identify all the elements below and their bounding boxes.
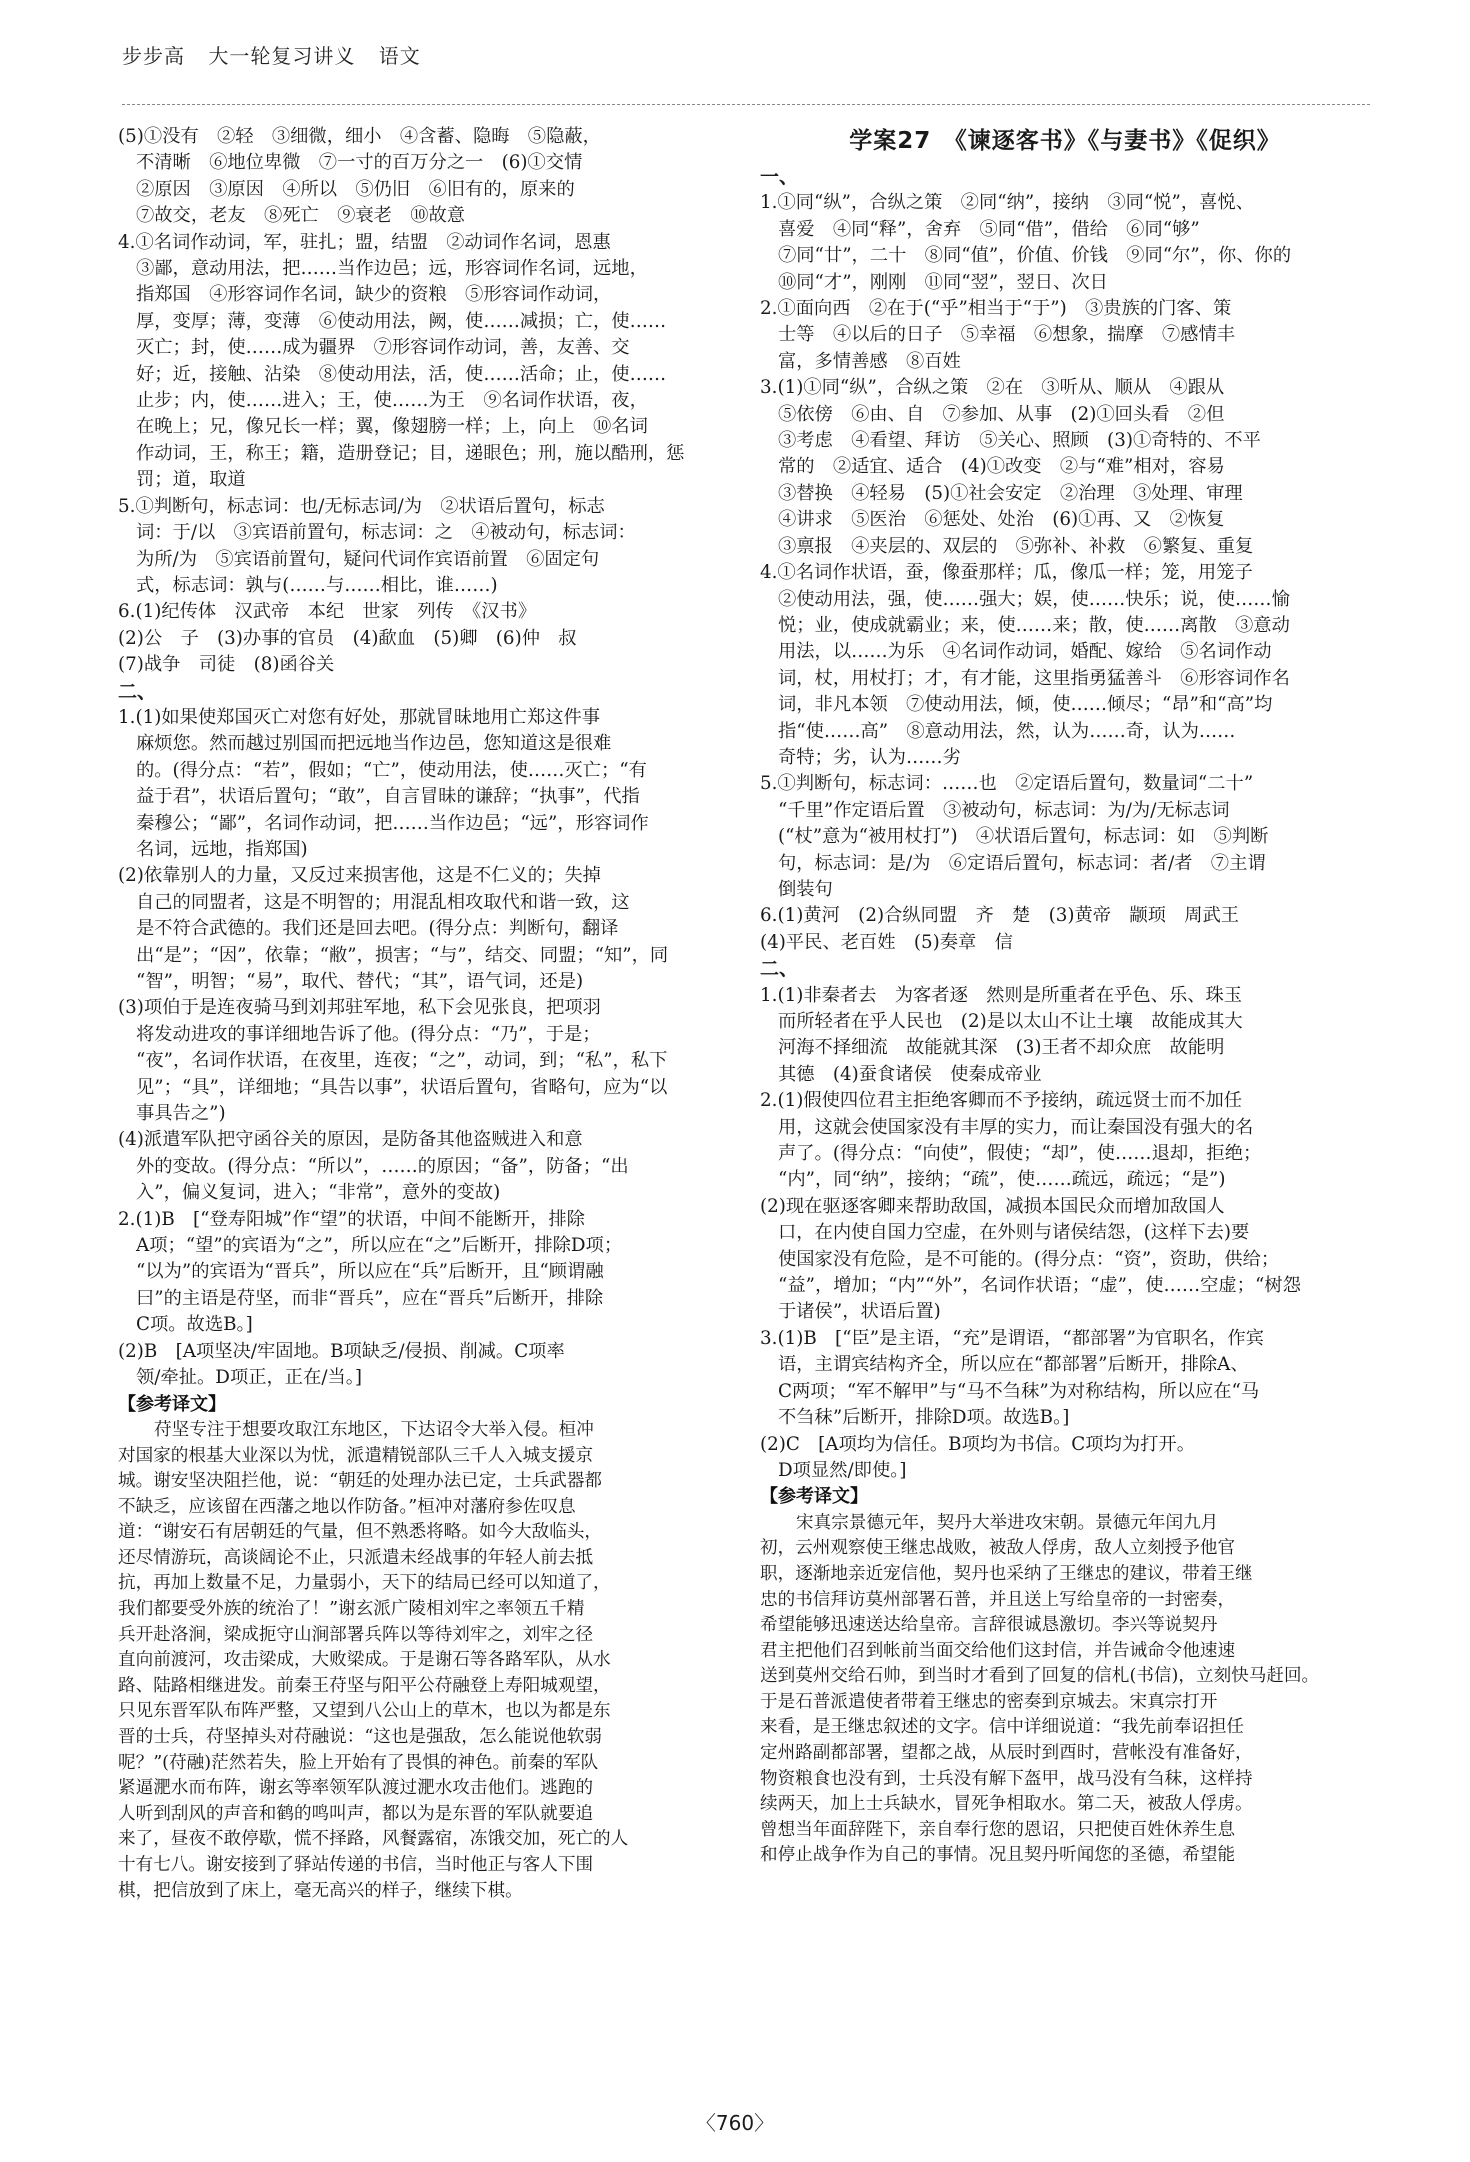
text-line: 抗，再加上数量不足，力量弱小，天下的结局已经可以知道了， bbox=[118, 1573, 611, 1594]
left-column bbox=[118, 124, 728, 2044]
text-line: “智”，明智；“易”，取代、替代；“其”，语气词，还是) bbox=[136, 971, 584, 992]
text-line: 2.①面向西 ②在于(“乎”相当于“于”) ③贵族的门客、策 bbox=[760, 298, 1232, 320]
text-line: 只见东晋军队布阵严整，又望到八公山上的草木，也以为都是东 bbox=[118, 1701, 611, 1722]
lesson-title: 学案27 《谏逐客书》《与妻书》《促织》 bbox=[849, 128, 1281, 154]
text-line: 不清晰 ⑥地位卑微 ⑦一寸的百万分之一 (6)①交情 bbox=[136, 152, 583, 174]
subject-name: 语文 bbox=[378, 44, 421, 68]
text-line: 和停止战争作为自己的事情。况且契丹听闻您的圣德，希望能 bbox=[760, 1845, 1236, 1866]
text-line: 定州路副都部署，望都之战，从辰时到酉时，营帐没有准备好， bbox=[760, 1743, 1253, 1764]
header-divider bbox=[122, 104, 1370, 105]
text-line: “内”，同“纳”，接纳；“疏”，使……疏远，疏远；“是”) bbox=[778, 1169, 1226, 1191]
text-line: 悦；业，使成就霸业；来，使……来；散，使……离散 ③意动 bbox=[778, 614, 1290, 636]
text-line: 我们都要受外族的统治了！”谢玄派广陵相刘牢之率领五千精 bbox=[118, 1599, 585, 1620]
text-line: 常的 ②适宜、适合 (4)①改变 ②与“难”相对，容易 bbox=[778, 456, 1225, 478]
text-line: 词，杖，用杖打；才，有才能，这里指勇猛善斗 ⑥形容词作名 bbox=[778, 667, 1290, 689]
book-name: 大一轮复习讲义 bbox=[208, 44, 356, 68]
text-line: 6.(1)纪传体 汉武帝 本纪 世家 列传 《汉书》 bbox=[118, 601, 537, 623]
left-section2-marker: 二、 bbox=[118, 680, 157, 703]
text-line: 自己的同盟者，这是不明智的；用混乱相攻取代和谐一致，这 bbox=[136, 891, 630, 913]
text-line: 是不符合武德的。我们还是回去吧。(得分点：判断句，翻译 bbox=[136, 918, 619, 940]
text-line: (2)现在驱逐客卿来帮助敌国，减损本国民众而增加敌国人 bbox=[760, 1195, 1225, 1217]
series-name: 步步高 bbox=[122, 44, 185, 68]
text-line: 希望能够迅速送达给皇帝。言辞很诚恳激切。李兴等说契丹 bbox=[760, 1615, 1218, 1636]
right-section2-marker: 二、 bbox=[760, 958, 799, 981]
text-line: 1.(1)非秦者去 为客者逐 然则是所重者在乎色、乐、珠玉 bbox=[760, 984, 1243, 1006]
text-line: 5.①判断句，标志词：也/无标志词/为 ②状语后置句，标志 bbox=[118, 495, 605, 517]
page-number: 〈760〉 bbox=[695, 2111, 775, 2135]
text-line: ③鄙，意动用法，把……当作边邑；远，形容词作名词，远地， bbox=[136, 258, 648, 280]
left-part1 bbox=[118, 124, 728, 679]
text-line: (2)依靠别人的力量，又反过来损害他，这是不仁义的；失掉 bbox=[118, 865, 601, 887]
text-line: 2.(1)假使四位君主拒绝客卿而不予接纳，疏远贤士而不加任 bbox=[760, 1090, 1243, 1112]
left-translation bbox=[118, 1418, 728, 1904]
text-line: 益于君”，状语后置句；“敢”，自言冒昧的谦辞；“执事”，代指 bbox=[136, 786, 640, 808]
text-line: 送到莫州交给石帅，到当时才看到了回复的信札(书信)，立刻快马赶回。 bbox=[760, 1666, 1320, 1687]
left-reference-label: 【参考译文】 bbox=[118, 1393, 226, 1415]
text-line: 将发动进攻的事详细地告诉了他。(得分点：“乃”，于是； bbox=[136, 1023, 601, 1045]
text-line: 物资粮食也没有到，士兵没有解下盔甲，战马没有刍秣，这样持 bbox=[760, 1768, 1253, 1789]
text-line: 1.(1)如果使郑国灭亡对您有好处，那就冒昧地用亡郑这件事 bbox=[118, 706, 601, 728]
text-line: 6.(1)黄河 (2)合纵同盟 齐 楚 (3)黄帝 颛顼 周武王 bbox=[760, 905, 1240, 927]
text-line: 用法，以……为乐 ④名词作动词，婚配、嫁给 ⑤名词作动 bbox=[778, 641, 1272, 663]
right-reference-label: 【参考译文】 bbox=[760, 1486, 868, 1508]
text-line: 指“使……高” ⑧意动用法，然，认为……奇，认为…… bbox=[778, 720, 1236, 742]
text-line: 来了，昼夜不敢停歇，慌不择路，风餐露宿，冻饿交加，死亡的人 bbox=[118, 1829, 629, 1850]
text-line: 4.①名词作动词，军，驻扎；盟，结盟 ②动词作名词，恩惠 bbox=[118, 231, 611, 253]
text-line: 声了。(得分点：“向使”，假使；“却”，使……退却，拒绝； bbox=[778, 1143, 1262, 1165]
text-line: 直向前渡河，攻击梁成，大败梁成。于是谢石等各路军队，从水 bbox=[118, 1650, 611, 1671]
text-line: 呢？”(苻融)茫然若失，脸上开始有了畏惧的神色。前秦的军队 bbox=[118, 1752, 599, 1773]
text-line: 十有七八。谢安接到了驿站传递的书信，当时他正与客人下围 bbox=[118, 1855, 594, 1875]
text-line: 指郑国 ④形容词作名词，缺少的资粮 ⑤形容词作动词， bbox=[136, 284, 612, 306]
text-line: 续两天，加上士兵缺水，冒死争相取水。第二天，被敌人俘虏。 bbox=[760, 1794, 1253, 1815]
text-line: 不刍秣”后断开，排除D项。故选B。] bbox=[778, 1407, 1070, 1429]
text-line: (3)项伯于是连夜骑马到刘邦驻军地，私下会见张良，把项羽 bbox=[118, 997, 601, 1019]
text-line: 君主把他们召到帐前当面交给他们这封信，并告诫命令他速速 bbox=[760, 1640, 1236, 1661]
text-line: 3.(1)①同“纵”，合纵之策 ②在 ③听从、顺从 ④跟从 bbox=[760, 377, 1225, 399]
text-line: (4)平民、老百姓 (5)奏章 信 bbox=[760, 931, 1013, 953]
text-line: ③考虑 ④看望、拜访 ⑤关心、照顾 (3)①奇特的、不平 bbox=[778, 430, 1261, 452]
running-header bbox=[122, 40, 437, 69]
text-line: 秦穆公；“鄙”，名词作动词，把……当作边邑；“远”，形容词作 bbox=[136, 812, 649, 834]
text-line: 领/牵扯。D项正，正在/当。] bbox=[136, 1367, 363, 1389]
text-line: 外的变故。(得分点：“所以”，……的原因；“备”，防备；“出 bbox=[136, 1155, 629, 1177]
text-line: 止步；内，使……进入；王，使……为王 ⑨名词作状语，夜， bbox=[136, 390, 648, 412]
text-line: (2)C [A项均为信任。B项均为书信。C项均为打开。 bbox=[760, 1433, 1195, 1455]
text-line: 兵开赴洛涧，梁成扼守山涧部署兵阵以等待刘牢之，刘牢之径 bbox=[118, 1624, 594, 1645]
right-part1 bbox=[760, 190, 1370, 956]
text-line: 来看，是王继忠叙述的文字。信中详细说道：“我先前奉诏担任 bbox=[760, 1717, 1245, 1738]
text-line: 3.(1)B [“臣”是主语，“充”是谓语，“都部署”为官职名，作宾 bbox=[760, 1327, 1264, 1349]
text-line: (5)①没有 ②轻 ③细微，细小 ④含蓄、隐晦 ⑤隐蔽， bbox=[118, 126, 601, 147]
text-line: 5.①判断句，标志词：……也 ②定语后置句，数量词“二十” bbox=[760, 773, 1254, 795]
text-line: 曾想当年面辞陛下，亲自奉行您的恩诏，只把使百姓休养生息 bbox=[760, 1819, 1236, 1840]
text-line: 灭亡；封，使……成为疆界 ⑦形容词作动词，善，友善、交 bbox=[136, 337, 630, 359]
text-line: 为所/为 ⑤宾语前置句，疑问代词作宾语前置 ⑥固定句 bbox=[136, 548, 600, 570]
text-line: 厚，变厚；薄，变薄 ⑥使动用法，阙，使……减损；亡，使…… bbox=[136, 310, 667, 332]
text-line: 喜爱 ④同“释”，舍弃 ⑤同“借”，借给 ⑥同“够” bbox=[778, 218, 1200, 240]
text-line: 倒装句 bbox=[778, 878, 833, 900]
text-line: 宋真宗景德元年，契丹大举进攻宋朝。景德元年闰九月 bbox=[796, 1512, 1219, 1533]
text-line: C项。故选B。] bbox=[136, 1314, 253, 1336]
text-line: (2)B [A项坚决/牢固地。B项缺乏/侵损、削减。C项率 bbox=[118, 1340, 565, 1362]
text-line: ③禀报 ④夹层的、双层的 ⑤弥补、补救 ⑥繁复、重复 bbox=[778, 535, 1254, 557]
text-line: 道：“谢安石有居朝廷的气量，但不熟悉将略。如今大敌临头， bbox=[118, 1522, 603, 1543]
text-line: 曰”的主语是苻坚，而非“晋兵”，应在“晋兵”后断开，排除 bbox=[136, 1287, 604, 1309]
text-line: 作动词，王，称王；籍，造册登记；目，递眼色；刑，施以酷刑，惩 bbox=[136, 442, 685, 464]
text-line: 使国家没有危险，是不可能的。(得分点：“资”，资助，供给； bbox=[778, 1248, 1280, 1270]
text-line: 词：于/以 ③宾语前置句，标志词：之 ④被动句，标志词： bbox=[136, 522, 636, 544]
text-line: 的。(得分点：“若”，假如；“亡”，使动用法，使……灭亡；“有 bbox=[136, 759, 647, 781]
text-line: 还尽情游玩，高谈阔论不止，只派遣未经战事的年轻人前去抵 bbox=[118, 1547, 594, 1568]
text-line: 口，在内使自国力空虚，在外则与诸侯结怨，(这样下去)要 bbox=[778, 1222, 1250, 1244]
text-line: 1.①同“纵”，合纵之策 ②同“纳”，接纳 ③同“悦”，喜悦、 bbox=[760, 192, 1254, 214]
text-line: 语，主谓宾结构齐全，所以应在“都部署”后断开，排除A、 bbox=[778, 1354, 1249, 1376]
text-line: “千里”作定语后置 ③被动句，标志词：为/为/无标志词 bbox=[778, 799, 1230, 821]
text-line: 不缺乏，应该留在西藩之地以作防备。”桓冲对藩府参佐叹息 bbox=[118, 1496, 576, 1517]
text-line: ③替换 ④轻易 (5)①社会安定 ②治理 ③处理、审理 bbox=[778, 482, 1243, 504]
text-line: 紧逼淝水而布阵，谢玄等率领军队渡过淝水攻击他们。逃跑的 bbox=[118, 1778, 594, 1799]
text-line: 入”，偏义复词，进入；“非常”，意外的变故) bbox=[136, 1182, 501, 1204]
text-line: 于是石普派遣使者带着王继忠的密奏到京城去。宋真宗打开 bbox=[760, 1691, 1218, 1712]
text-line: 城。谢安坚决阻拦他，说：“朝廷的处理办法已定，士兵武器都 bbox=[118, 1471, 603, 1492]
right-translation bbox=[760, 1511, 1370, 1869]
text-line: 好；近，接触、沾染 ⑧使动用法，活，使……活命；止，使…… bbox=[136, 363, 667, 385]
text-line: 棋，把信放到了床上，毫无高兴的样子，继续下棋。 bbox=[118, 1880, 523, 1901]
text-line: (2)公 子 (3)办事的官员 (4)歃血 (5)卿 (6)仲 叔 bbox=[118, 627, 577, 649]
text-line: (4)派遣军队把守函谷关的原因，是防备其他盗贼进入和意 bbox=[118, 1129, 583, 1151]
text-line: 麻烦您。然而越过别国而把远地当作边邑，您知道这是很难 bbox=[136, 733, 612, 755]
text-line: 词，非凡本领 ⑦使动用法，倾，使……倾尽；“昂”和“高”均 bbox=[778, 694, 1273, 716]
text-line: 句，标志词：是/为 ⑥定语后置句，标志词：者/者 ⑦主谓 bbox=[778, 852, 1266, 874]
text-line: ⑤依傍 ⑥由、自 ⑦参加、从事 (2)①回头看 ②但 bbox=[778, 403, 1225, 425]
text-line: 奇特；劣，认为……劣 bbox=[778, 746, 961, 768]
text-line: C两项；“军不解甲”与“马不刍秣”为对称结构，所以应在“马 bbox=[778, 1380, 1260, 1402]
text-line: (“杖”意为“被用杖打”) ④状语后置句，标志词：如 ⑤判断 bbox=[778, 826, 1269, 848]
left-part2 bbox=[118, 705, 728, 1392]
text-line: 士等 ④以后的日子 ⑤幸福 ⑥想象，揣摩 ⑦感情丰 bbox=[778, 324, 1236, 346]
text-line: 忠的书信拜访莫州部署石普，并且送上写给皇帝的一封密奏， bbox=[760, 1589, 1236, 1610]
text-line: 河海不择细流 故能就其深 (3)王者不却众庶 故能明 bbox=[778, 1037, 1225, 1059]
right-column bbox=[760, 124, 1370, 2044]
text-line: ⑦同“廿”，二十 ⑧同“值”，价值、价钱 ⑨同“尔”，你、你的 bbox=[778, 245, 1292, 267]
text-line: 4.①名词作状语，蚕，像蚕那样；瓜，像瓜一样；笼，用笼子 bbox=[760, 562, 1253, 584]
text-line: ⑩同“才”，刚刚 ⑪同“翌”，翌日、次日 bbox=[778, 271, 1108, 293]
right-section1-marker: 一、 bbox=[760, 166, 799, 188]
text-line: 于诸侯”，状语后置) bbox=[778, 1301, 941, 1323]
text-line: 路、陆路相继进发。前秦王苻坚与阳平公苻融登上寿阳城观望， bbox=[118, 1675, 611, 1696]
text-line: 用，这就会使国家没有丰厚的实力，而让秦国没有强大的名 bbox=[778, 1116, 1254, 1138]
text-line: ⑦故交，老友 ⑧死亡 ⑨衰老 ⑩故意 bbox=[136, 205, 466, 227]
text-line: 而所轻者在乎人民也 (2)是以太山不让土壤 故能成其大 bbox=[778, 1011, 1243, 1032]
text-line: 2.(1)B [“登寿阳城”作“望”的状语，中间不能断开，排除 bbox=[118, 1208, 585, 1230]
text-line: “以为”的宾语为“晋兵”，所以应在“兵”后断开，且“顾谓融 bbox=[136, 1261, 604, 1283]
text-line: 罚；道，取道 bbox=[136, 469, 246, 491]
text-line: “夜”，名词作状语，在夜里，连夜；“之”，动词，到；“私”，私下 bbox=[136, 1050, 668, 1072]
text-line: 其德 (4)蚕食诸侯 使秦成帝业 bbox=[778, 1063, 1042, 1085]
text-line: 事具告之”) bbox=[136, 1103, 226, 1125]
text-line: 见”；“具”，详细地；“具告以事”，状语后置句，省略句，应为“以 bbox=[136, 1076, 668, 1098]
text-line: 对国家的根基大业深以为忧，派遣精锐部队三千人入城支援京 bbox=[118, 1445, 594, 1466]
text-line: “益”，增加；“内”“外”，名词作状语；“虚”，使……空虚；“树怨 bbox=[778, 1275, 1301, 1297]
text-line: ④讲求 ⑤医治 ⑥惩处、处治 (6)①再、又 ②恢复 bbox=[778, 509, 1225, 531]
text-line: 富，多情善感 ⑧百姓 bbox=[778, 350, 961, 372]
text-line: 在晚上；兄，像兄长一样；翼，像翅膀一样；上，向上 ⑩名词 bbox=[136, 416, 648, 438]
text-line: 名词，远地，指郑国) bbox=[136, 838, 308, 860]
text-line: D项显然/即使。] bbox=[778, 1459, 907, 1481]
text-line: 式，标志词：孰与(……与……相比，谁……) bbox=[136, 574, 498, 596]
text-line: 苻坚专注于想要攻取江东地区，下达诏令大举入侵。桓冲 bbox=[154, 1419, 594, 1440]
text-line: 人听到刮风的声音和鹤的鸣叫声，都以为是东晋的军队就要追 bbox=[118, 1803, 594, 1824]
text-line: (7)战争 司徒 (8)函谷关 bbox=[118, 654, 335, 676]
text-line: ②使动用法，强，使……强大；娱，使……快乐；说，使……愉 bbox=[778, 588, 1290, 610]
text-line: 晋的士兵，苻坚掉头对苻融说：“这也是强敌，怎么能说他软弱 bbox=[118, 1727, 603, 1748]
text-line: 出“是”；“因”，依靠；“敝”，损害；“与”，结交、同盟；“知”，同 bbox=[136, 944, 669, 966]
text-line: 职，逐渐地亲近宠信他，契丹也采纳了王继忠的建议，带着王继 bbox=[760, 1563, 1253, 1584]
right-part2 bbox=[760, 983, 1370, 1485]
text-line: 初，云州观察使王继忠战败，被敌人俘虏，敌人立刻授予他官 bbox=[760, 1538, 1236, 1559]
text-line: ②原因 ③原因 ④所以 ⑤仍旧 ⑥旧有的，原来的 bbox=[136, 178, 575, 200]
text-line: A项；“望”的宾语为“之”，所以应在“之”后断开，排除D项； bbox=[136, 1235, 623, 1257]
